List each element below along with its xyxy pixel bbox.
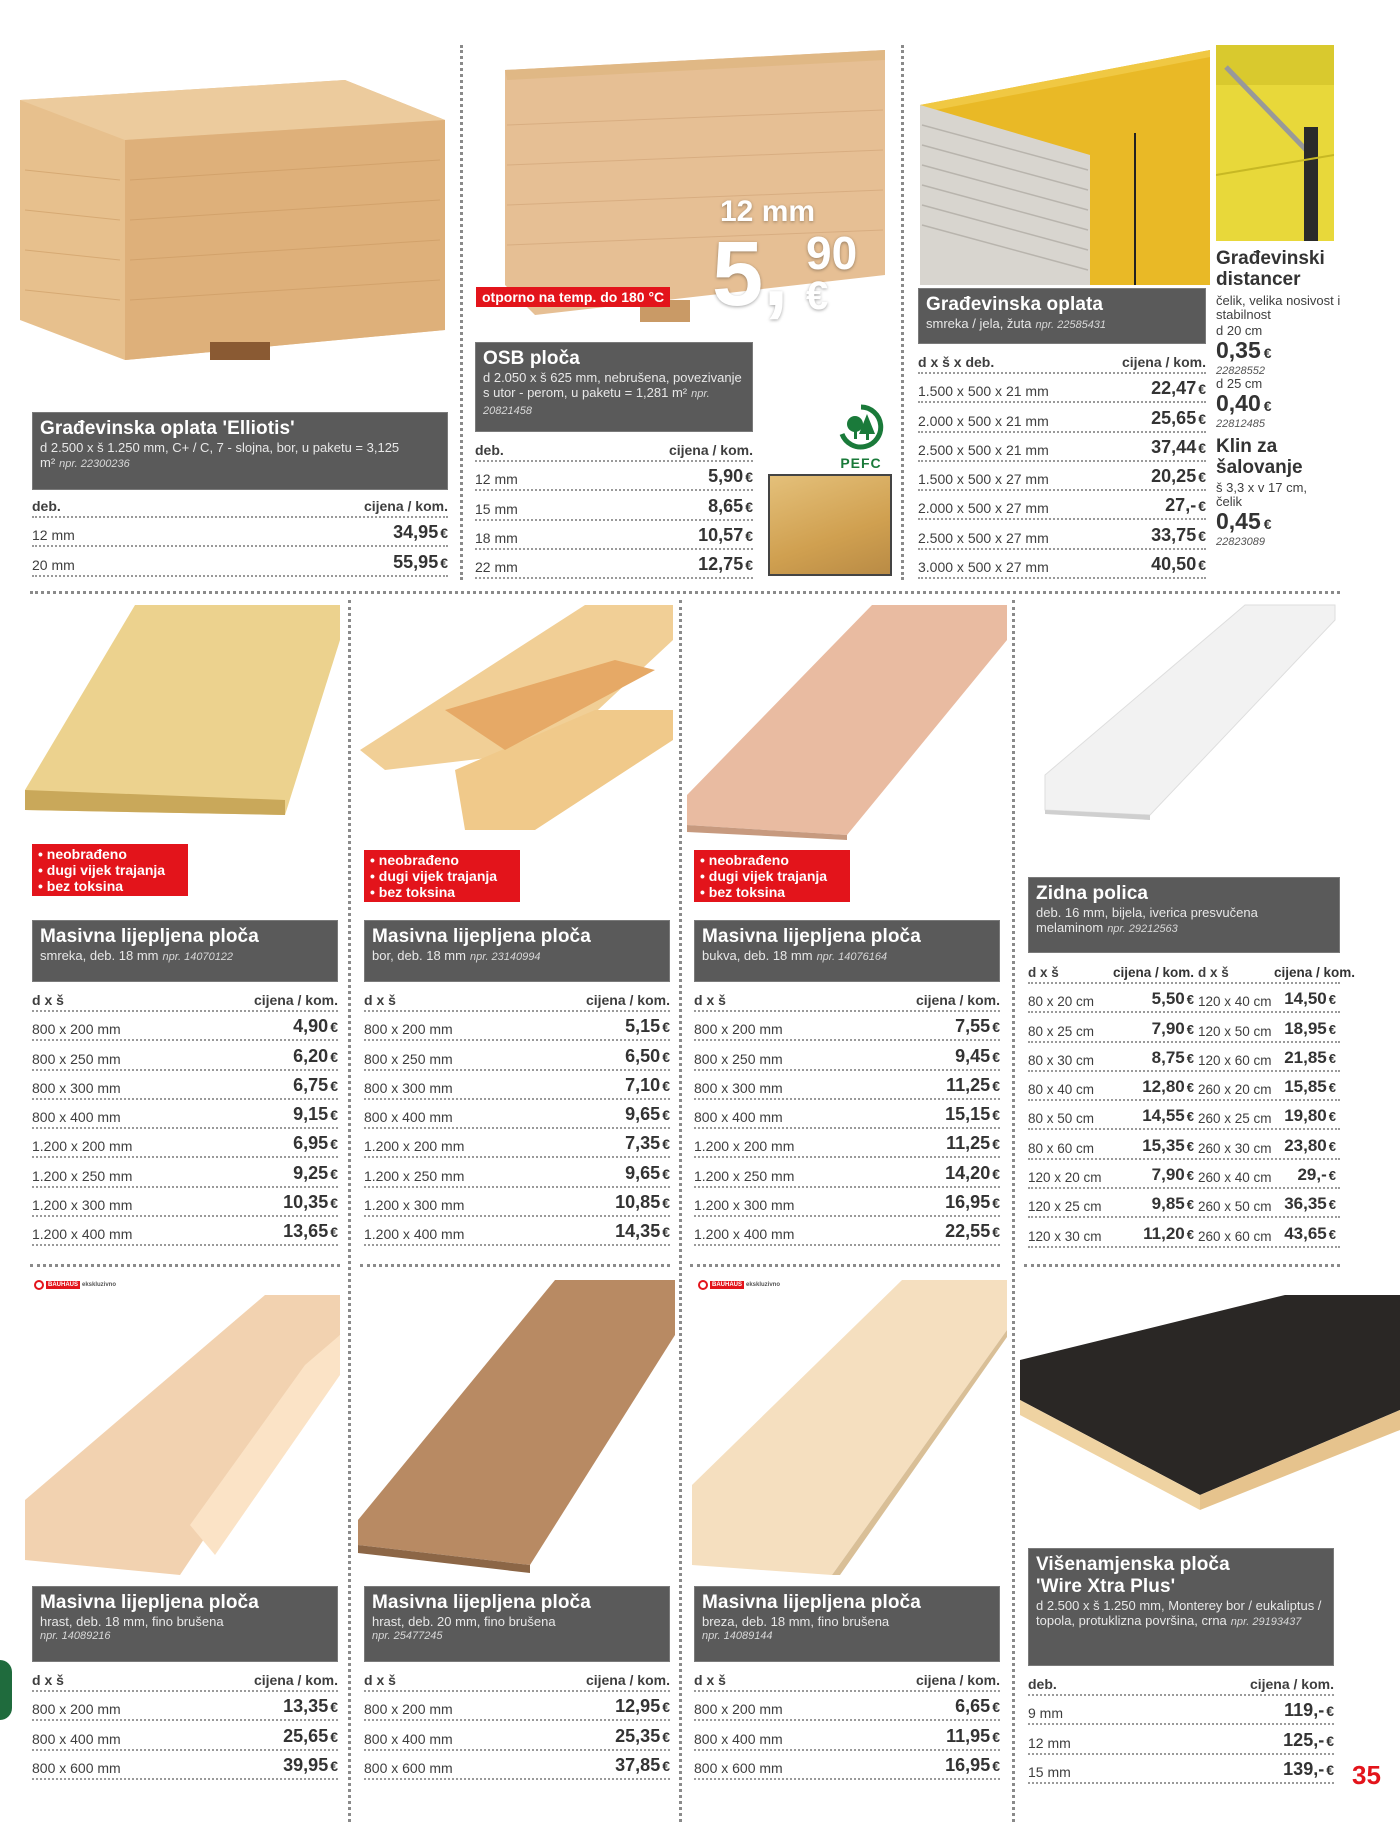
article-number: 22812485 — [1216, 418, 1265, 430]
table-row: 800 x 300 mm 7,10 € — [364, 1071, 670, 1100]
multipurpose-board-header: Višenamjenska ploča 'Wire Xtra Plus' d 2.500 x š 1.250 mm, Monterey bor / eukaliptus / topola, protuklizna površina, crna npr. 29193437 — [1028, 1548, 1334, 1666]
table-row: 800 x 400 mm 25,65 € — [32, 1721, 338, 1750]
table-row: 1.200 x 400 mm 13,65 € — [32, 1217, 338, 1246]
table-row: 22 mm 12,75 € — [475, 550, 753, 579]
table-row: 12 mm 34,95 € — [32, 518, 448, 547]
green-page-tab — [0, 1660, 12, 1720]
spruce-panel-image — [15, 600, 340, 830]
table-row: 800 x 400 mm 9,65 € — [364, 1100, 670, 1129]
pefc-certification-icon: PEFC — [830, 404, 892, 470]
table-row: 800 x 600 mm 37,85 € — [364, 1751, 670, 1780]
table-row: 80 x 50 cm 14,55 € 260 x 25 cm 19,80 € — [1028, 1101, 1340, 1130]
product-subtitle: čelik, velika nosivost i stabilnost — [1216, 293, 1341, 322]
promo-price-integer: 5, — [712, 223, 789, 325]
variant-price: 0,35 € — [1216, 337, 1272, 363]
birch-panel-price-table: d x š cijena / kom. 800 x 200 mm 6,65 € 800 x 400 mm 11,95 € 800 x 600 mm 16,95 € — [694, 1668, 1000, 1780]
table-row: 800 x 300 mm 11,25 € — [694, 1071, 1000, 1100]
section-divider-top — [30, 591, 1340, 594]
row-divider — [30, 1264, 340, 1267]
table-row: 12 mm 125,- € — [1028, 1725, 1334, 1754]
table-row: 18 mm 10,57 € — [475, 521, 753, 550]
wall-shelf-price-table: d x š cijena / kom. d x š cijena / kom. 80 x 20 cm 5,50 € 120 x 40 cm 14,50 € 80 x 25 cm 7,90 € 120 x 50 cm 18,95 € 80 x 30 cm 8,75 € 120 x 60 cm 21,85 € 80 x 40 cm 12,80 € 260 x 20 cm 15,85 € 80 x 50 cm 14,55 € 260 x 25 cm 19,80 € 80 x 60 cm 15,35 € 260 x 30 cm 23,80 € 120 x 20 cm 7,90 € 260 x 40 cm 29,- € 120 x 25 cm 9,85 € 260 x 50 cm 36,35 € 120 x 30 cm 11,20 € 260 x 60 cm 43,65 € — [1028, 960, 1340, 1248]
page-number: 35 — [1352, 1760, 1381, 1790]
table-row: 80 x 25 cm 7,90 € 120 x 50 cm 18,95 € — [1028, 1013, 1340, 1042]
product-subtitle: d 2.500 x š 1.250 mm, C+ / C, 7 - slojna, bor, u paketu = 3,125 m² — [40, 440, 400, 470]
table-row: 800 x 200 mm 13,35 € — [32, 1692, 338, 1721]
column-divider — [348, 600, 351, 1822]
table-row: 800 x 200 mm 12,95 € — [364, 1692, 670, 1721]
article-number: npr. 22585431 — [1035, 319, 1107, 331]
product-price: 0,45 € — [1216, 508, 1272, 534]
table-row: 1.200 x 200 mm 11,25 € — [694, 1129, 1000, 1158]
table-row: 1.200 x 300 mm 16,95 € — [694, 1188, 1000, 1217]
table-row: 1.200 x 200 mm 7,35 € — [364, 1129, 670, 1158]
spruce-panel-price-table: d x š cijena / kom. 800 x 200 mm 4,90 € 800 x 250 mm 6,20 € 800 x 300 mm 6,75 € 800 x 400 mm 9,15 € 1.200 x 200 mm 6,95 € 1.200 x 250 mm 9,25 € 1.200 x 300 mm 10,35 € 1.200 x 400 mm 13,65 € — [32, 988, 338, 1246]
brand-exclusive-badge: BAUHAUS ekskluzivno — [34, 1280, 116, 1290]
row-divider — [690, 1264, 1000, 1267]
table-row: 9 mm 119,- € — [1028, 1696, 1334, 1725]
table-row: 80 x 30 cm 8,75 € 120 x 60 cm 21,85 € — [1028, 1043, 1340, 1072]
table-row: 1.200 x 300 mm 10,85 € — [364, 1188, 670, 1217]
product-title: Građevinski distancer — [1216, 248, 1325, 290]
article-number: 22823089 — [1216, 536, 1265, 548]
table-row: 15 mm 139,- € — [1028, 1755, 1334, 1784]
promo-size-label: 12 mm — [720, 195, 816, 228]
feature-badge: • neobrađeno • dugi vijek trajanja • bez toksina — [694, 850, 850, 902]
multipurpose-board-price-table: deb. cijena / kom. 9 mm 119,- € 12 mm 125,- € 15 mm 139,- € — [1028, 1672, 1334, 1784]
table-row: 800 x 200 mm 5,15 € — [364, 1012, 670, 1041]
birch-panel-image — [682, 1275, 1007, 1575]
table-row: 1.200 x 250 mm 9,25 € — [32, 1158, 338, 1187]
formwork-header — [918, 288, 1206, 344]
table-row: 2.000 x 500 x 21 mm 25,65 € — [918, 403, 1206, 432]
column-divider — [901, 45, 904, 580]
spruce-panel-header: Masivna lijepljena ploča smreka, deb. 18 mm npr. 14070122 — [32, 920, 338, 982]
table-row: 80 x 60 cm 15,35 € 260 x 30 cm 23,80 € — [1028, 1130, 1340, 1159]
pine-panel-header: Masivna lijepljena ploča bor, deb. 18 mm npr. 23140994 — [364, 920, 670, 982]
formwork-boards-image — [910, 45, 1210, 285]
wall-shelf-image — [1030, 600, 1340, 820]
birch-panel-header: Masivna lijepljena ploča breza, deb. 18 mm, fino brušena npr. 14089144 — [694, 1586, 1000, 1662]
beech-panel-image — [682, 600, 1007, 840]
article-number: 22828552 — [1216, 365, 1265, 377]
product-title: Građevinska oplata — [926, 294, 1104, 315]
elliotis-price-table: deb. cijena / kom. 12 mm 34,95 € 20 mm 55,95 € — [32, 494, 448, 577]
elliotis-plywood-image — [15, 60, 445, 360]
table-row: 800 x 250 mm 6,50 € — [364, 1041, 670, 1070]
table-row: 1.500 x 500 x 27 mm 20,25 € — [918, 462, 1206, 491]
product-title: Građevinska oplata 'Elliotis' — [40, 418, 295, 439]
article-number: npr. 22300236 — [59, 458, 130, 470]
table-row: 800 x 250 mm 6,20 € — [32, 1041, 338, 1070]
spacer-image — [1216, 45, 1334, 241]
table-row: 2.500 x 500 x 27 mm 33,75 € — [918, 520, 1206, 549]
osb-header — [475, 342, 753, 432]
table-row: 120 x 20 cm 7,90 € 260 x 40 cm 29,- € — [1028, 1160, 1340, 1189]
pine-panel-image — [355, 600, 673, 840]
table-row: 1.200 x 200 mm 6,95 € — [32, 1129, 338, 1158]
oak-panel-18-price-table: d x š cijena / kom. 800 x 200 mm 13,35 € 800 x 400 mm 25,65 € 800 x 600 mm 39,95 € — [32, 1668, 338, 1780]
table-row: 800 x 200 mm 7,55 € — [694, 1012, 1000, 1041]
table-row: 800 x 600 mm 39,95 € — [32, 1751, 338, 1780]
variant-price: 0,40 € — [1216, 390, 1272, 416]
elliotis-header — [32, 412, 448, 490]
table-row: 800 x 400 mm 25,35 € — [364, 1721, 670, 1750]
table-row: 800 x 300 mm 6,75 € — [32, 1071, 338, 1100]
wall-shelf-header: Zidna polica deb. 16 mm, bijela, iverica presvučena melaminom npr. 29212563 — [1028, 877, 1340, 953]
promo-price-decimals: 90 — [806, 227, 858, 279]
promo-price-currency: € — [806, 274, 829, 318]
oak-panel-20-price-table: d x š cijena / kom. 800 x 200 mm 12,95 € 800 x 400 mm 25,35 € 800 x 600 mm 37,85 € — [364, 1668, 670, 1780]
variant-label: d 20 cm — [1216, 323, 1263, 338]
heat-resistance-badge: otporno na temp. do 180 °C — [476, 287, 670, 307]
osb-detail-image — [768, 474, 892, 576]
table-row: 800 x 400 mm 15,15 € — [694, 1100, 1000, 1129]
oak-panel-18-image — [15, 1275, 340, 1575]
table-row: 1.200 x 250 mm 14,20 € — [694, 1158, 1000, 1187]
oak-panel-20-image — [350, 1275, 675, 1575]
table-row: 120 x 25 cm 9,85 € 260 x 50 cm 36,35 € — [1028, 1189, 1340, 1218]
table-row: 120 x 30 cm 11,20 € 260 x 60 cm 43,65 € — [1028, 1218, 1340, 1247]
table-row: 800 x 200 mm 4,90 € — [32, 1012, 338, 1041]
table-row: 15 mm 8,65 € — [475, 491, 753, 520]
product-title: OSB ploča — [483, 348, 580, 369]
table-row: 12 mm 5,90 € — [475, 462, 753, 491]
formwork-price-table: d x š x deb. cijena / kom. 1.500 x 500 x 21 mm 22,47 € 2.000 x 500 x 21 mm 25,65 € 2.500 x 500 x 21 mm 37,44 € 1.500 x 500 x 27 mm 20,25 € 2.000 x 500 x 27 mm 27,- € 2.500 x 500 x 27 mm 33,75 € 3.000 x 500 x 27 mm 40,50 € — [918, 350, 1206, 579]
feature-badge: • neobrađeno • dugi vijek trajanja • bez toksina — [364, 850, 520, 902]
brand-exclusive-badge: BAUHAUS ekskluzivno — [698, 1280, 780, 1290]
beech-panel-price-table: d x š cijena / kom. 800 x 200 mm 7,55 € 800 x 250 mm 9,45 € 800 x 300 mm 11,25 € 800 x 400 mm 15,15 € 1.200 x 200 mm 11,25 € 1.200 x 250 mm 14,20 € 1.200 x 300 mm 16,95 € 1.200 x 400 mm 22,55 € — [694, 988, 1000, 1246]
oak-panel-18-header: Masivna lijepljena ploča hrast, deb. 18 mm, fino brušena npr. 14089216 — [32, 1586, 338, 1662]
table-row: 20 mm 55,95 € — [32, 547, 448, 576]
product-title: Klin za šalovanje — [1216, 436, 1303, 478]
spacer-info — [1216, 248, 1396, 548]
table-row: 1.200 x 400 mm 14,35 € — [364, 1217, 670, 1246]
variant-label: d 25 cm — [1216, 376, 1263, 391]
table-row: 2.000 x 500 x 27 mm 27,- € — [918, 491, 1206, 520]
product-subtitle: d 2.050 x š 625 mm, nebrušena, povezivanje s utor - perom, u paketu = 1,281 m² — [483, 370, 742, 400]
table-row: 800 x 400 mm 11,95 € — [694, 1721, 1000, 1750]
multipurpose-board-image — [1015, 1290, 1400, 1530]
table-row: 1.500 x 500 x 21 mm 22,47 € — [918, 374, 1206, 403]
product-subtitle: smreka / jela, žuta — [926, 316, 1032, 331]
table-row: 800 x 600 mm 16,95 € — [694, 1751, 1000, 1780]
column-divider — [460, 45, 463, 580]
oak-panel-20-header: Masivna lijepljena ploča hrast, deb. 20 mm, fino brušena npr. 25477245 — [364, 1586, 670, 1662]
table-row: 1.200 x 300 mm 10,35 € — [32, 1188, 338, 1217]
article-number: npr. 20821458 — [483, 388, 710, 417]
osb-price-table: deb. cijena / kom. 12 mm 5,90 € 15 mm 8,65 € 18 mm 10,57 € 22 mm 12,75 € — [475, 438, 753, 579]
feature-badge: • neobrađeno • dugi vijek trajanja • bez toksina — [32, 844, 188, 896]
beech-panel-header: Masivna lijepljena ploča bukva, deb. 18 mm npr. 14076164 — [694, 920, 1000, 982]
table-row: 800 x 400 mm 9,15 € — [32, 1100, 338, 1129]
row-divider — [1024, 1264, 1340, 1267]
table-row: 80 x 20 cm 5,50 € 120 x 40 cm 14,50 € — [1028, 984, 1340, 1013]
table-row: 1.200 x 400 mm 22,55 € — [694, 1217, 1000, 1246]
product-subtitle: š 3,3 x v 17 cm, čelik — [1216, 480, 1308, 509]
table-row: 2.500 x 500 x 21 mm 37,44 € — [918, 433, 1206, 462]
table-row: 80 x 40 cm 12,80 € 260 x 20 cm 15,85 € — [1028, 1072, 1340, 1101]
column-divider — [1012, 600, 1015, 1822]
table-row: 800 x 250 mm 9,45 € — [694, 1041, 1000, 1070]
row-divider — [360, 1264, 670, 1267]
table-row: 1.200 x 250 mm 9,65 € — [364, 1158, 670, 1187]
table-row: 800 x 200 mm 6,65 € — [694, 1692, 1000, 1721]
pine-panel-price-table: d x š cijena / kom. 800 x 200 mm 5,15 € 800 x 250 mm 6,50 € 800 x 300 mm 7,10 € 800 x 400 mm 9,65 € 1.200 x 200 mm 7,35 € 1.200 x 250 mm 9,65 € 1.200 x 300 mm 10,85 € 1.200 x 400 mm 14,35 € — [364, 988, 670, 1246]
table-row: 3.000 x 500 x 27 mm 40,50 € — [918, 550, 1206, 579]
